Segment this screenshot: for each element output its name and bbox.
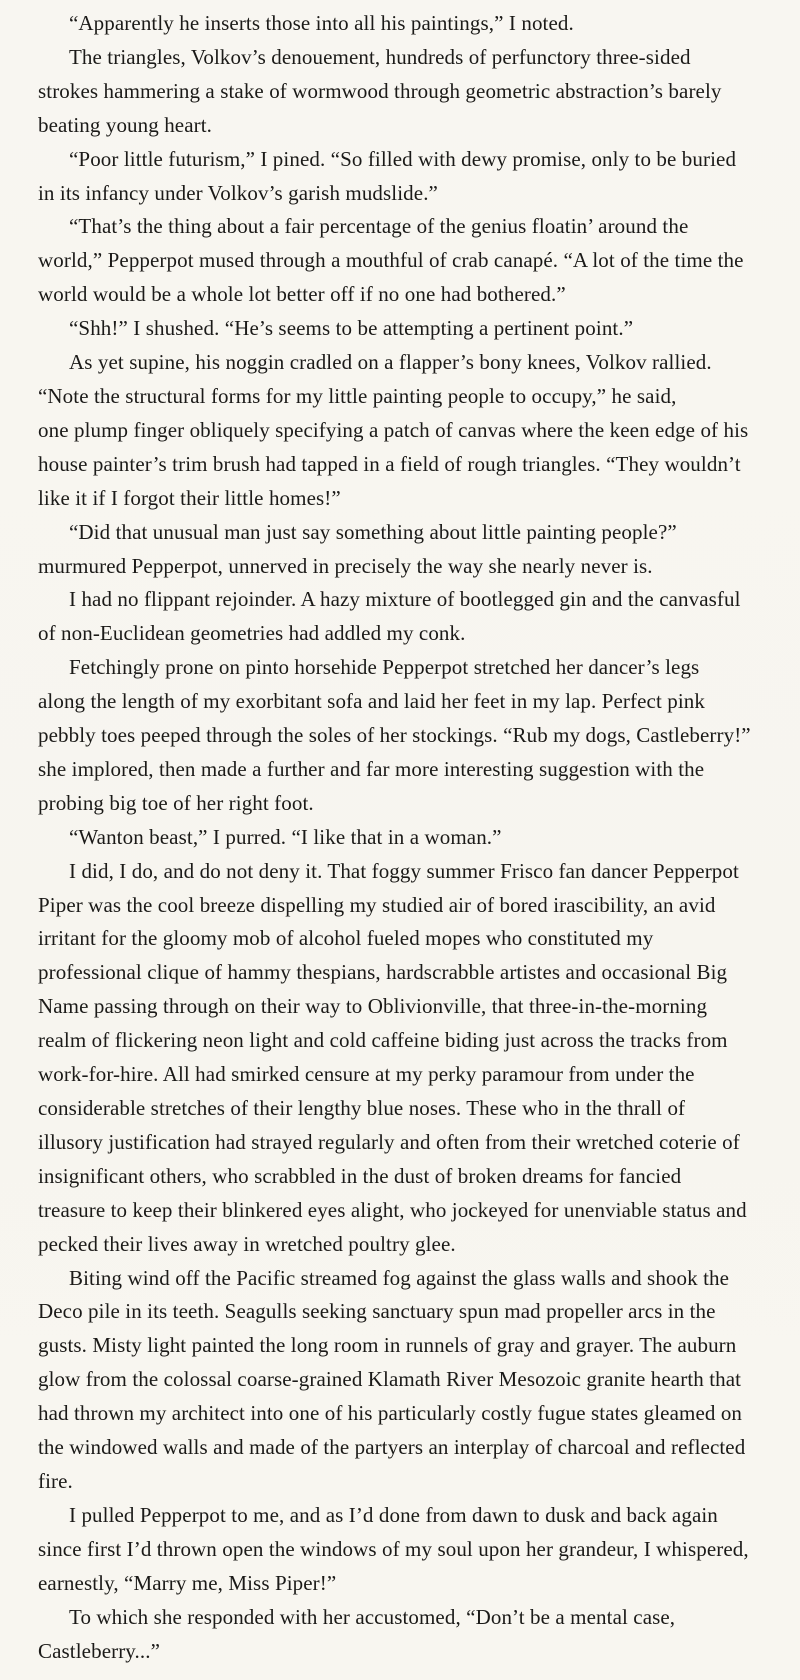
paragraph	[38, 346, 790, 516]
text-line: I did, I do, and do not deny it. That foggy summer Frisco fan dancer Pepperpot	[69, 858, 739, 883]
text-line: Deco pile in its teeth. Seagulls seeking sanctuary spun mad propeller arcs in the	[38, 1299, 716, 1324]
text-line: of non-Euclidean geometries had addled my conk.	[38, 621, 466, 646]
text-line: murmured Pepperpot, unnerved in precisely the way she nearly never is.	[38, 553, 653, 578]
text-line: one plump finger obliquely specifying a patch of canvas where the keen edge of his	[38, 417, 749, 442]
paragraph	[38, 1262, 790, 1499]
text-line: probing big toe of her right foot.	[38, 790, 314, 815]
text-line: illusory justification had strayed regularly and often from their wretched coterie of	[38, 1129, 740, 1154]
text-line: professional clique of hammy thespians, hardscrabble artistes and occasional Big	[38, 960, 728, 985]
text-line: fire.	[38, 1468, 73, 1493]
text-line: treasure to keep their blinkered eyes alight, who jockeyed for unenviable status and	[38, 1197, 747, 1222]
text-line: insignificant others, who scrabbled in the dust of broken dreams for fancied	[38, 1163, 682, 1188]
text-line: Piper was the cool breeze dispelling my studied air of bored irascibility, an avid	[38, 892, 716, 917]
text-line: pecked their lives away in wretched poultry glee.	[38, 1231, 456, 1256]
text-line: irritant for the gloomy mob of alcohol fueled mopes who constituted my	[38, 926, 654, 951]
text-line: The triangles, Volkov’s denouement, hundreds of perfunctory three-sided	[69, 44, 691, 69]
text-line: Biting wind off the Pacific streamed fog against the glass walls and shook the	[69, 1265, 730, 1290]
text-line: strokes hammering a stake of wormwood through geometric abstraction’s barely	[38, 78, 722, 103]
paragraph	[38, 41, 790, 143]
text-line: earnestly, “Marry me, Miss Piper!”	[38, 1570, 337, 1595]
paragraph	[38, 651, 790, 821]
text-line: gusts. Misty light painted the long room in runnels of gray and grayer. The auburn	[38, 1333, 737, 1358]
text-line: considerable stretches of their lengthy blue noses. These who in the thrall of	[38, 1096, 686, 1120]
text-line: glow from the colossal coarse-grained Klamath River Mesozoic granite hearth that	[38, 1367, 742, 1392]
text-line: the windowed walls and made of the partyers an interplay of charcoal and reflected	[38, 1435, 746, 1460]
text-line: “Note the structural forms for my little painting people to occupy,” he said,	[38, 383, 677, 408]
text-line: I pulled Pepperpot to me, and as I’d done from dawn to dusk and back again	[69, 1502, 718, 1527]
paragraph	[38, 516, 790, 584]
paragraph	[38, 210, 790, 312]
text-line: she implored, then made a further and far more interesting suggestion with the	[38, 756, 705, 781]
paragraph	[38, 1601, 790, 1669]
text-line: As yet supine, his noggin cradled on a flapper’s bony knees, Volkov rallied.	[69, 350, 712, 375]
text-line: “Did that unusual man just say something about little painting people?”	[69, 519, 677, 544]
text-line: realm of flickering neon light and cold caffeine biding just across the tracks from	[38, 1028, 728, 1053]
text-line: Name passing through on their way to Oblivionville, that three-in-the-morning	[38, 994, 708, 1019]
text-line: pebbly toes peeped through the soles of her stockings. “Rub my dogs, Castleberry!”	[38, 723, 751, 748]
text-line: “Wanton beast,” I purred. “I like that in a woman.”	[69, 824, 502, 849]
paragraph	[38, 855, 790, 1262]
text-line: work-for-hire. All had smirked censure at my perky paramour from under the	[38, 1062, 695, 1087]
text-line: Castleberry...”	[38, 1638, 161, 1663]
text-line: “Shh!” I shushed. “He’s seems to be attempting a pertinent point.”	[69, 316, 634, 341]
text-line: I had no flippant rejoinder. A hazy mixture of bootlegged gin and the canvasful	[69, 587, 741, 612]
text-line: world,” Pepperpot mused through a mouthful of crab canapé. “A lot of the time the	[38, 248, 744, 273]
text-line: world would be a whole lot better off if no one had bothered.”	[38, 282, 566, 307]
text-line: along the length of my exorbitant sofa and laid her feet in my lap. Perfect pink	[38, 689, 705, 714]
text-line: beating young heart.	[38, 112, 213, 137]
text-line: house painter’s trim brush had tapped in a field of rough triangles. “They wouldn’t	[38, 451, 741, 476]
prose-text-block	[38, 7, 790, 1668]
paragraph	[38, 312, 790, 346]
paragraph	[38, 821, 790, 855]
text-line: “Poor little futurism,” I pined. “So filled with dewy promise, only to be buried	[69, 146, 737, 171]
text-line: “That’s the thing about a fair percentage of the genius floatin’ around the	[69, 214, 689, 239]
text-line: had thrown my architect into one of his particularly costly fugue states gleamed on	[38, 1401, 743, 1426]
text-line: like it if I forgot their little homes!”	[38, 485, 341, 510]
paragraph	[38, 143, 790, 211]
paragraph	[38, 583, 790, 651]
text-line: Fetchingly prone on pinto horsehide Pepperpot stretched her dancer’s legs	[69, 655, 700, 680]
text-line: since first I’d thrown open the windows of my soul upon her grandeur, I whispered,	[38, 1536, 749, 1561]
paragraph	[38, 7, 790, 41]
text-line: To which she responded with her accustomed, “Don’t be a mental case,	[69, 1604, 676, 1629]
text-line: in its infancy under Volkov’s garish mudslide.”	[38, 180, 438, 205]
text-line: “Apparently he inserts those into all his paintings,” I noted.	[69, 11, 574, 35]
paragraph	[38, 1499, 790, 1601]
